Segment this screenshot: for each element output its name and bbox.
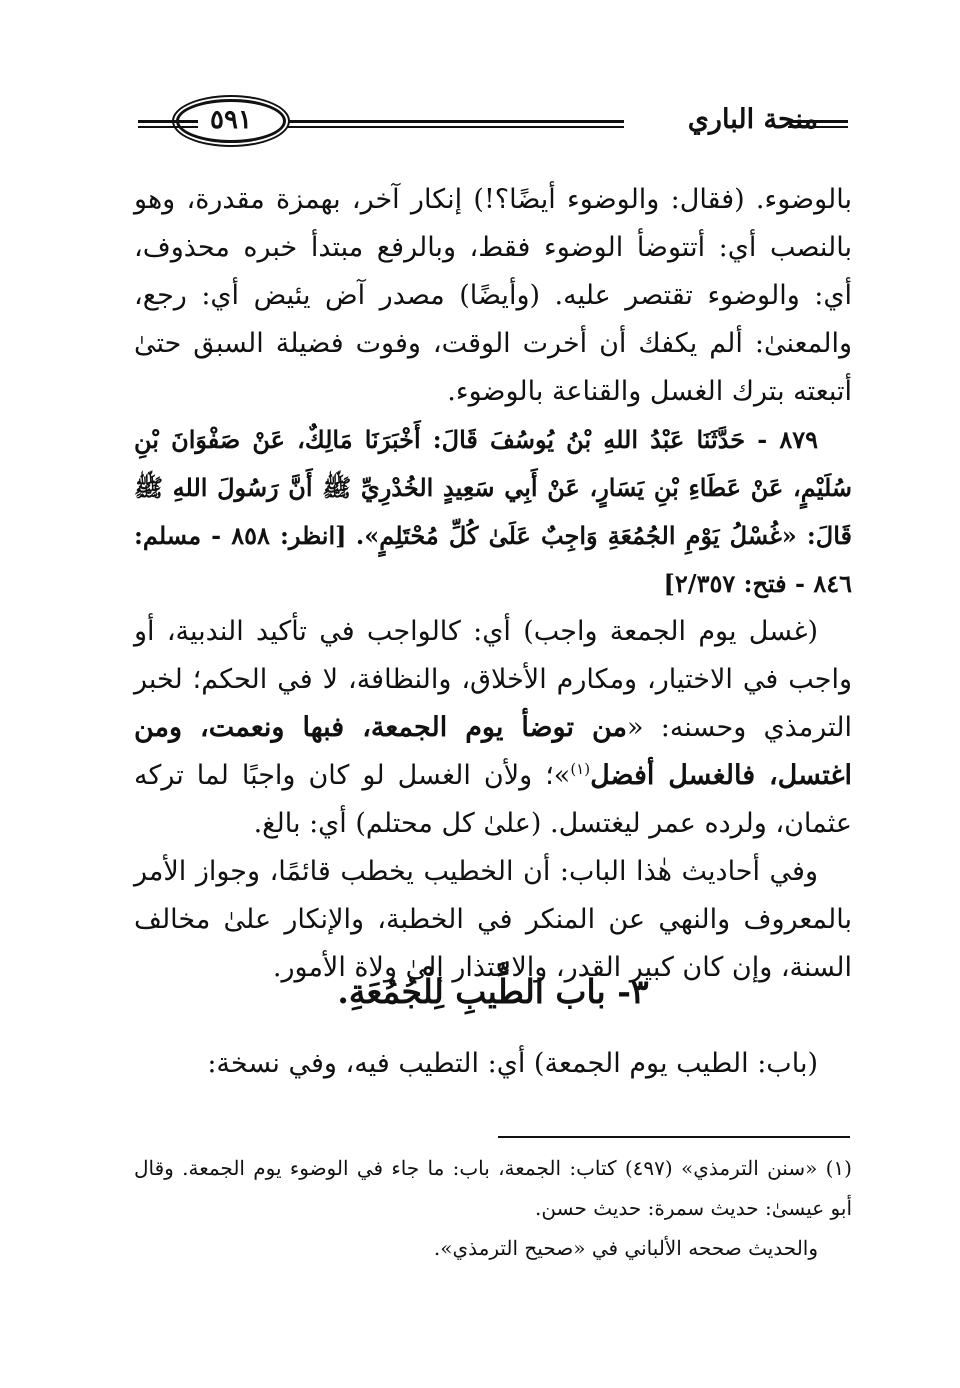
page-number: ٥٩١: [210, 105, 252, 135]
footnote-1-continued: والحديث صححه الألباني في «صحيح الترمذي».: [433, 1236, 818, 1260]
hadith-879: [134, 416, 852, 608]
explanation-text-b: »؛ ولأن الغسل لو كان واجبًا لما تركه عثمان، ولرده عمر ليغتسل. (علىٰ كل محتلم) أي: بالغ.: [134, 760, 852, 839]
page-header: [0, 0, 960, 160]
footnote-divider: [498, 1136, 850, 1138]
hadith-text: ٨٧٩ - حَدَّثَنَا عَبْدُ اللهِ بْنُ يُوسُفَ قَالَ: أَخْبَرَنَا مَالِكٌ، عَنْ صَفْوَانَ بْنِ سُلَيْمٍ، عَنْ عَطَاءِ بْنِ يَسَارٍ، عَنْ أَبِي سَعِيدٍ الخُدْرِيِّ ﷺ أَنَّ رَسُولَ اللهِ ﷺ قَالَ: «غُسْلُ يَوْمِ الجُمُعَةِ وَاجِبٌ عَلَىٰ كُلِّ مُحْتَلِمٍ».: [134, 425, 852, 550]
chapter-paragraph: (باب: الطيب يوم الجمعة) أي: التطيب فيه، وفي نسخة:: [207, 1048, 818, 1079]
paragraph-commentary: بالوضوء. (فقال: والوضوء أيضًا؟!) إنكار آخر، بهمزة مقدرة، وهو بالنصب أي: أتتوضأ الوضوء فقط، وبالرفع مبتدأ خبره محذوف، أي: والوضوء تقتصر عليه. (وأيضًا) مصدر آض يئيض أي: رجع، والمعنىٰ: ألم يكفك أن أخرت الوقت، وفوت فضيلة السبق حتىٰ أتبعته بترك الغسل والقناعة بالوضوء.: [134, 184, 852, 407]
paragraph-benefits: وفي أحاديث هٰذا الباب: أن الخطيب يخطب قائمًا، وجواز الأمر بالمعروف والنهي عن المنكر في الخطبة، والإنكار علىٰ مخالف السنة، وإن كان كبير القدر، والاعتذار إلىٰ ولاة الأمور.: [134, 856, 852, 983]
chapter-heading: ٣- باب الطِّيبِ لِلْجُمُعَةِ.: [337, 972, 649, 1011]
tirmidhi-quote: من توضأ يوم الجمعة، فبها ونعمت، ومن اغتسل، فالغسل أفضل: [134, 712, 852, 791]
main-text: [134, 176, 852, 992]
paragraph-explanation: [134, 608, 852, 848]
chapter-text: [134, 1040, 852, 1088]
book-title: منحة الباري: [687, 104, 818, 135]
hadith-reference: [انظر: ٨٥٨ - مسلم: ٨٤٦ - فتح: ٢/٣٥٧]: [134, 521, 852, 598]
footnote-marker: (١): [570, 760, 591, 778]
footnotes: [134, 1148, 852, 1268]
footnote-1: (١) «سنن الترمذي» (٤٩٧) كتاب: الجمعة، باب: ما جاء في الوضوء يوم الجمعة. وقال أبو عيسىٰ: حديث سمرة: حديث حسن.: [134, 1156, 852, 1220]
explanation-text-a: (غسل يوم الجمعة واجب) أي: كالواجب في تأكيد الندبية، أو واجب في الاختيار، ومكارم الأخلاق، والنظافة، لا في الحكم؛ لخبر الترمذي وحسنه: «: [134, 616, 853, 743]
header-rule-middle: [286, 120, 624, 128]
header-rule-left: [138, 120, 198, 128]
